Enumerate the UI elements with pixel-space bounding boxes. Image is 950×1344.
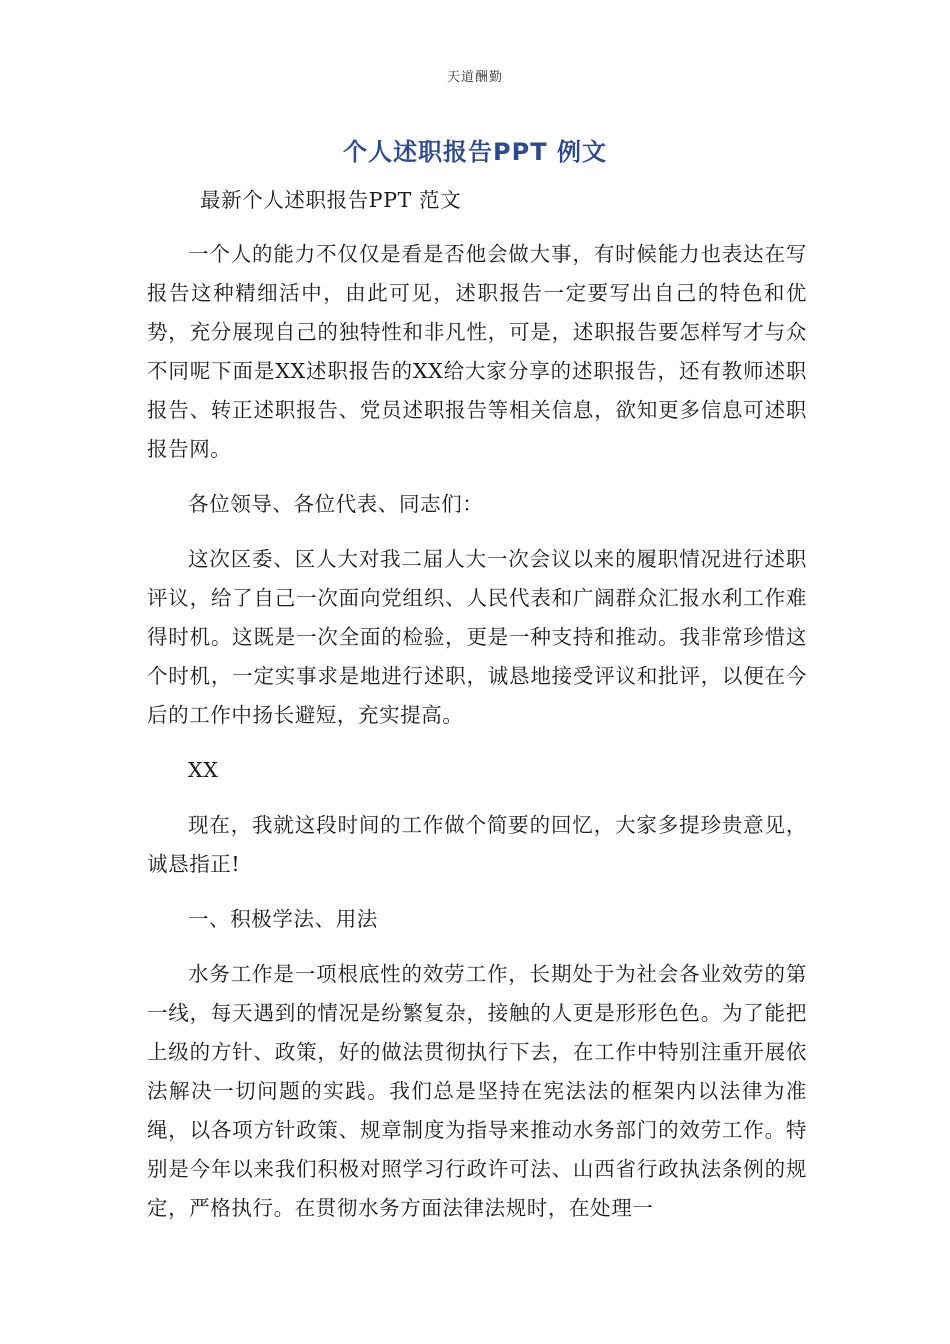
paragraph-intro: 一个人的能力不仅仅是看是否他会做大事，有时候能力也表达在写报告这种精细活中，由此可见，述职报告一定要写出自己的特色和优势，充分展现自己的独特性和非凡性，可是，述职报告要怎样写才与众不同呢下面是XX述职报告的XX给大家分享的述职报告，还有教师述职报告、转正述职报告、党员述职报告等相关信息，欲知更多信息可述职报告网。 xyxy=(147,242,807,461)
paragraph-recall: 现在，我就这段时间的工作做个简要的回忆，大家多提珍贵意见，诚恳指正! xyxy=(147,813,807,876)
paragraph-salutation: 各位领导、各位代表、同志们： xyxy=(188,492,484,516)
paragraph-review: 这次区委、区人大对我二届人大一次会议以来的履职情况进行述职评议，给了自己一次面向党组织、人民代表和广阔群众汇报水利工作难得时机。这既是一次全面的检验，更是一种支持和推动。我非常珍惜这个时机，一定实事求是地进行述职，诚恳地接受评议和批评，以便在今后的工作中扬长避短，充实提高。 xyxy=(147,547,807,727)
section-heading-1: 一、积极学法、用法 xyxy=(188,907,378,931)
document-title: 个人述职报告PPT 例文 xyxy=(343,138,607,166)
document-subtitle: 最新个人述职报告PPT 范文 xyxy=(200,188,462,212)
document-body xyxy=(147,182,807,1228)
paragraph-xx: XX xyxy=(188,758,219,782)
page-header: 天道酬勤 xyxy=(446,70,503,85)
paragraph-water-affairs: 水务工作是一项根底性的效劳工作，长期处于为社会各业效劳的第一线，每天遇到的情况是纷繁复杂，接触的人更是形形色色。为了能把上级的方针、政策，好的做法贯彻执行下去，在工作中特别注重开展依法解决一切问题的实践。我们总是坚持在宪法法的框架内以法律为准绳，以各项方针政策、规章制度为指导来推动水务部门的效劳工作。特别是今年以来我们积极对照学习行政许可法、山西省行政执法条例的规定，严格执行。在贯彻水务方面法律法规时，在处理一 xyxy=(147,962,807,1220)
